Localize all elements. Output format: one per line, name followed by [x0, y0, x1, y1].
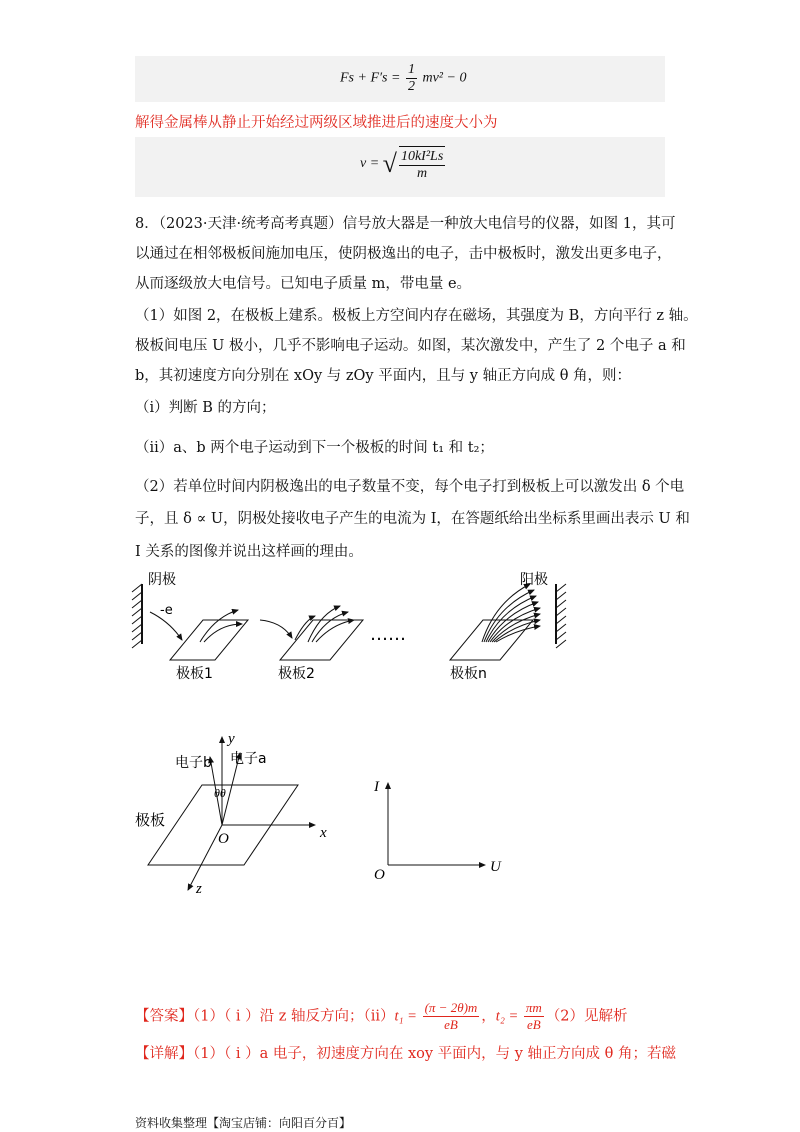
formula-lhs: v = [360, 156, 383, 172]
fraction-numerator: (π − 2θ)m [424, 1000, 478, 1015]
figure-coordinate-system [130, 725, 350, 900]
plate-2-label: 极板2 [278, 666, 315, 682]
electron-path [260, 620, 292, 638]
fraction-numerator: 10kI²Ls [400, 149, 444, 164]
t2-lhs: t₂ = [495, 1008, 522, 1025]
i-axis-label: I [374, 779, 379, 795]
formula-box-energy [135, 56, 665, 102]
electron-fan [482, 584, 540, 642]
anode-label: 阳极 [520, 572, 548, 588]
electron-b-label: 电子b [175, 755, 212, 771]
formula-rhs: mv² − 0 [422, 70, 467, 86]
plate-n-label: 极板n [450, 666, 487, 682]
problem-source: （2023·天津·统考高考真题） [158, 216, 343, 232]
electron-trajectory [316, 620, 354, 642]
answer-line [135, 1000, 628, 1033]
separator: ， [481, 1008, 496, 1025]
problem-intro-line-3: 从而逐级放大电信号。已知电子质量 m，带电量 e。 [135, 276, 472, 292]
problem-intro-line-2: 以通过在相邻极板间施加电压，使阴极逸出的电子，击中极板时，激发出更多电子， [135, 246, 672, 262]
anode-wall [556, 584, 566, 648]
electron-trajectory [295, 616, 315, 640]
intro-text: 信号放大器是一种放大电信号的仪器，如图 1，其可 [342, 216, 676, 232]
detail-tag: 【详解】 [135, 1046, 193, 1062]
figure-amplifier [120, 562, 580, 692]
problem-intro-line-1 [135, 214, 675, 234]
sub-question-i: （i）判断 B 的方向； [135, 400, 276, 416]
formula-energy [340, 62, 466, 95]
footer: 资料收集整理【淘宝店铺：向阳百分百】 [135, 1116, 352, 1130]
answer-text-2: （2）见解析 [545, 1008, 628, 1025]
t1-fraction [423, 1000, 480, 1033]
origin-label: O [374, 867, 385, 883]
fraction-numerator: πm [525, 1000, 542, 1015]
sub-question-ii: （ii）a、b 两个电子运动到下一个极板的时间 t₁ 和 t₂； [135, 440, 494, 456]
sqrt-fraction [399, 146, 445, 182]
cathode-wall [132, 584, 142, 648]
origin-label: O [218, 831, 229, 847]
answer-text: （1）（ i ）沿 z 轴反方向；（ii） [193, 1008, 395, 1025]
u-axis-label: U [490, 859, 501, 875]
problem-number: 8． [135, 216, 159, 232]
formula-lhs: Fs + F′s = [340, 70, 404, 86]
cathode-label: 阴极 [148, 572, 176, 588]
t1-lhs: t₁ = [394, 1008, 421, 1025]
fraction-denominator: eB [444, 1017, 458, 1032]
fraction-denominator: eB [527, 1017, 541, 1032]
formula-velocity [360, 146, 447, 182]
electron-trajectory [312, 612, 348, 642]
formula-box-velocity [135, 137, 665, 197]
result-text: 解得金属棒从静止开始经过两级区域推进后的速度大小为 [135, 115, 498, 131]
plate-label: 极板 [135, 811, 166, 829]
electron-label: -e [160, 603, 173, 618]
detail-line [135, 1044, 676, 1064]
plate-2 [280, 620, 363, 660]
electron-trajectory [200, 610, 238, 642]
theta-label: θθ [214, 786, 226, 800]
x-axis-label: x [320, 825, 327, 841]
fraction-denominator: 2 [407, 79, 415, 94]
fraction-half [406, 62, 417, 95]
z-axis [188, 825, 222, 890]
part1-line-3: b，其初速度方向分别在 xOy 与 zOy 平面内，且与 y 轴正方向成 θ 角，则： [135, 368, 632, 384]
part2-line-1: （2）若单位时间内阴极逸出的电子数量不变，每个电子打到极板上可以激发出 δ 个电 [135, 479, 685, 495]
answer-axes [370, 775, 510, 885]
sqrt-sign: √ [382, 149, 397, 178]
electron-trajectory [204, 624, 242, 642]
z-axis-label: z [196, 881, 202, 897]
answer-tag: 【答案】 [135, 1008, 193, 1025]
y-axis-label: y [228, 731, 235, 747]
fraction-numerator: 1 [407, 62, 415, 77]
part1-line-2: 极板间电压 U 极小，几乎不影响电子运动。如图，某次激发中，产生了 2 个电子 a 和 [135, 338, 686, 354]
t2-fraction [524, 1000, 544, 1033]
plate-1-label: 极板1 [176, 666, 213, 682]
part2-line-3: I 关系的图像并说出这样画的理由。 [135, 544, 363, 560]
part2-line-2: 子，且 δ ∝ U，阴极处接收电子产生的电流为 I，在答题纸给出坐标系里画出表示 U 和 [135, 511, 690, 527]
detail-text: （1）（ i ）a 电子，初速度方向在 xoy 平面内，与 y 轴正方向成 θ 角；若磁 [193, 1046, 677, 1062]
ellipsis: …… [370, 624, 406, 645]
electron-a-label: 电子a [230, 751, 267, 767]
part1-line-1: （1）如图 2，在极板上建系。极板上方空间内存在磁场，其强度为 B，方向平行 z 轴。 [135, 308, 698, 324]
fraction-denominator: m [417, 166, 428, 181]
electron-trajectory [308, 606, 340, 642]
